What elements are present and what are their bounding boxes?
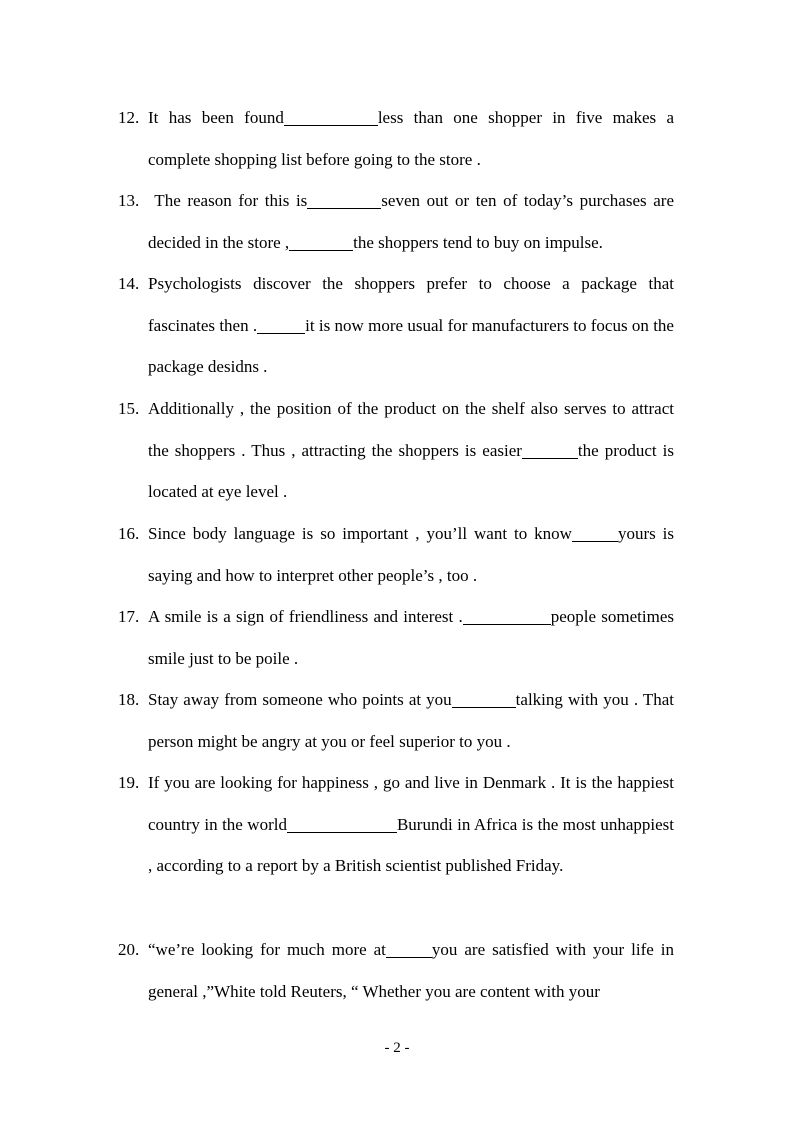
text-segment: Burundi in Africa is the most unhappiest , according to a report by a British scientist published Friday. bbox=[148, 814, 674, 875]
question-text bbox=[148, 263, 674, 388]
answer-blank[interactable] bbox=[452, 691, 516, 708]
question-text bbox=[148, 97, 674, 180]
text-segment: Psychologists discover the shoppers prefer to choose a package that fascinates then . bbox=[148, 274, 674, 335]
question-number: 13. bbox=[118, 191, 140, 210]
answer-blank[interactable] bbox=[287, 816, 397, 833]
text-segment: yours is saying and how to interpret other people’s , too . bbox=[148, 524, 674, 585]
question-number: 17. bbox=[118, 607, 140, 626]
question-19 bbox=[118, 762, 674, 887]
question-text bbox=[148, 513, 674, 596]
text-segment: the product is located at eye level . bbox=[148, 440, 674, 501]
question-number: 15. bbox=[118, 399, 140, 418]
answer-blank[interactable] bbox=[289, 234, 353, 251]
text-segment: you are satisfied with your life in general ,”White told Reuters, “ Whether you are content with your bbox=[148, 940, 674, 1001]
text-segment: Additionally , the position of the product on the shelf also serves to attract the shoppers . Thus , attracting the shoppers is easier bbox=[148, 399, 674, 460]
question-text bbox=[148, 762, 674, 887]
question-text bbox=[148, 388, 674, 513]
answer-blank[interactable] bbox=[463, 608, 551, 625]
text-segment: If you are looking for happiness , go and live in Denmark . It is the happiest country in the world bbox=[148, 773, 674, 834]
question-number: 19. bbox=[118, 773, 140, 792]
text-segment: talking with you . That person might be angry at you or feel superior to you . bbox=[148, 690, 674, 751]
text-segment: seven out or ten of today’s purchases are decided in the store , bbox=[148, 191, 674, 252]
text-segment: Stay away from someone who points at you bbox=[148, 690, 452, 709]
question-number: 16. bbox=[118, 524, 140, 543]
question-number: 12. bbox=[118, 108, 140, 127]
answer-blank[interactable] bbox=[307, 192, 381, 209]
text-segment: “we’re looking for much more at bbox=[148, 940, 386, 959]
answer-blank[interactable] bbox=[522, 442, 578, 459]
text-segment: people sometimes smile just to be poile . bbox=[148, 607, 675, 668]
question-20 bbox=[118, 929, 674, 1012]
question-17 bbox=[118, 596, 674, 679]
question-number: 20. bbox=[118, 940, 140, 959]
page-number: - 2 - bbox=[384, 1040, 410, 1056]
question-number: 14. bbox=[118, 274, 140, 293]
question-number: 18. bbox=[118, 690, 140, 709]
question-text bbox=[148, 596, 674, 679]
text-segment: A smile is a sign of friendliness and interest . bbox=[148, 607, 463, 626]
text-segment: it is now more usual for manufacturers to focus on the package desidns . bbox=[148, 315, 674, 376]
question-15 bbox=[118, 388, 674, 513]
question-16 bbox=[118, 513, 674, 596]
text-segment: Since body language is so important , you’ll want to know bbox=[148, 524, 572, 543]
question-13 bbox=[118, 180, 674, 263]
text-segment: The reason for this is bbox=[148, 191, 308, 210]
text-segment: less than one shopper in five makes a complete shopping list before going to the store . bbox=[148, 108, 674, 169]
answer-blank[interactable] bbox=[386, 941, 432, 958]
question-12 bbox=[118, 97, 674, 180]
question-18 bbox=[118, 679, 674, 762]
text-segment: the shoppers tend to buy on impulse. bbox=[353, 232, 603, 252]
question-text bbox=[148, 180, 674, 263]
question-text bbox=[148, 929, 674, 1012]
question-text bbox=[148, 679, 674, 762]
answer-blank[interactable] bbox=[257, 317, 305, 334]
text-segment: It has been found bbox=[148, 108, 284, 127]
answer-blank[interactable] bbox=[284, 109, 378, 126]
question-14 bbox=[118, 263, 674, 388]
answer-blank[interactable] bbox=[572, 525, 618, 542]
